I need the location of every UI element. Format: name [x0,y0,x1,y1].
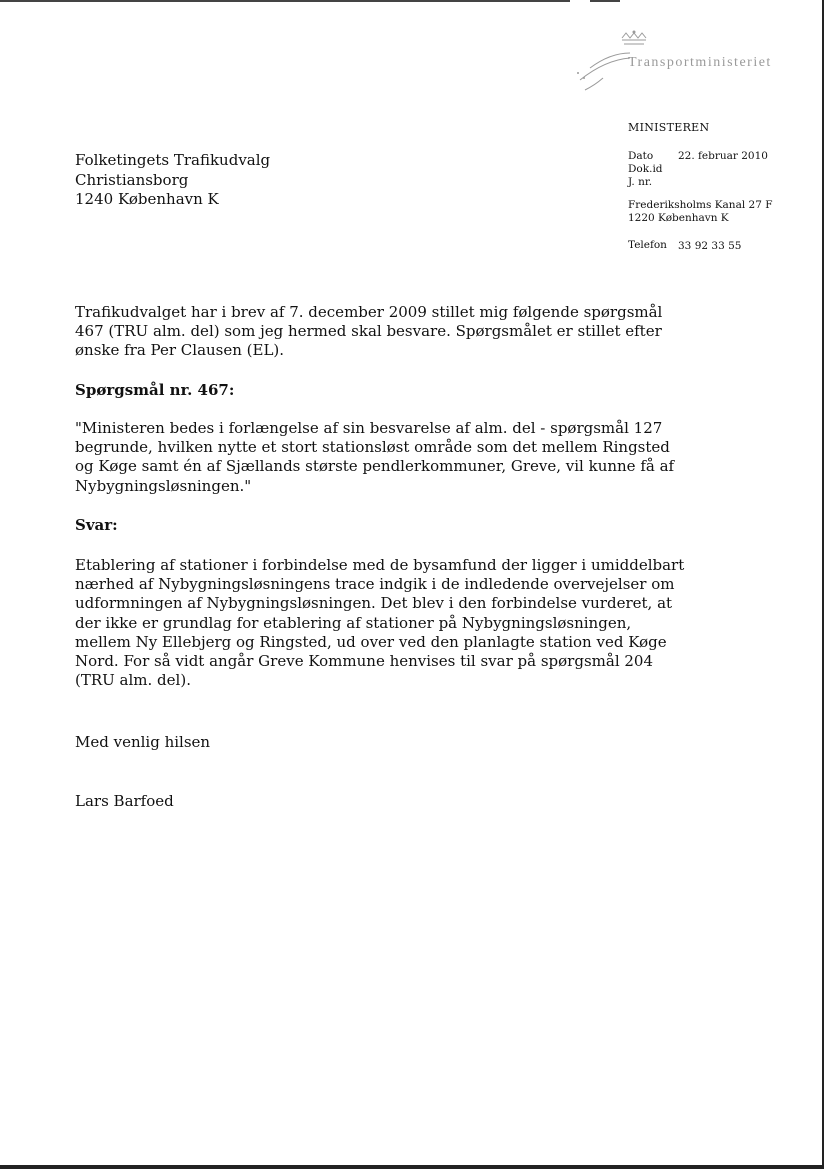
recipient-line: Folketingets Trafikudvalg [75,151,271,169]
text-line: mellem Ny Ellebjerg og Ringsted, ud over ved den planlagte station ved Køge [75,632,667,651]
text-line: nærhed af Nybygningsløsningens trace indgik i de indledende overvejelser om [75,575,675,594]
ministry-logo-text: Transportministeriet [628,55,772,70]
text-line: 467 (TRU alm. del) som jeg hermed skal besvare. Spørgsmålet er stillet efter [75,322,662,341]
text-line: Nord. For så vidt angår Greve Kommune henvises til svar på spørgsmål 204 [75,652,654,671]
text-line: Trafikudvalget har i brev af 7. december 2009 stillet mig følgende spørgsmål [75,303,663,321]
phone-label: Telefon [628,239,667,251]
sender-title: MINISTEREN [628,121,710,134]
date-value: 22. februar 2010 [678,150,768,162]
text-line: udformningen af Nybygningsløsningen. Det blev i den forbindelse vurderet, at [75,594,673,613]
text-line: ønske fra Per Clausen (EL). [75,341,285,360]
dokid-label: Dok.id [628,163,663,175]
scan-edge-top [0,0,570,2]
jnr-label: J. nr. [628,176,653,188]
sender-address-line: Frederiksholms Kanal 27 F [628,199,773,211]
text-line: begrunde, hvilken nytte et stort stationsløst område som det mellem Ringsted [75,438,670,457]
closing-text: Med venlig hilsen [75,733,211,751]
text-line: "Ministeren bedes i forlængelse af sin besvarelse af alm. del - spørgsmål 127 [75,419,663,437]
recipient-address [75,151,270,210]
text-line: og Køge samt én af Sjællands største pendlerkommuner, Greve, vil kunne få af [75,457,675,476]
text-line: Etablering af stationer i forbindelse med de bysamfund der ligger i umiddelbart [75,556,685,574]
signature-name: Lars Barfoed [75,792,174,810]
answer-heading: Svar: [75,516,118,534]
question-paragraph [75,419,675,496]
recipient-line: Christiansborg [75,170,189,189]
text-line: (TRU alm. del). [75,671,191,690]
question-heading: Spørgsmål nr. 467: [75,381,235,399]
intro-paragraph [75,303,663,361]
text-line: Nybygningsløsningen." [75,476,252,495]
answer-paragraph [75,556,685,690]
scan-edge-top [590,0,620,2]
recipient-line: 1240 København K [75,190,219,208]
date-label: Dato [628,150,654,162]
phone-value: 33 92 33 55 [678,240,742,252]
scan-edge-bottom [0,1165,824,1169]
sender-address-line: 1220 København K [628,212,729,224]
text-line: der ikke er grundlag for etablering af stationer på Nybygningsløsningen, [75,613,632,632]
